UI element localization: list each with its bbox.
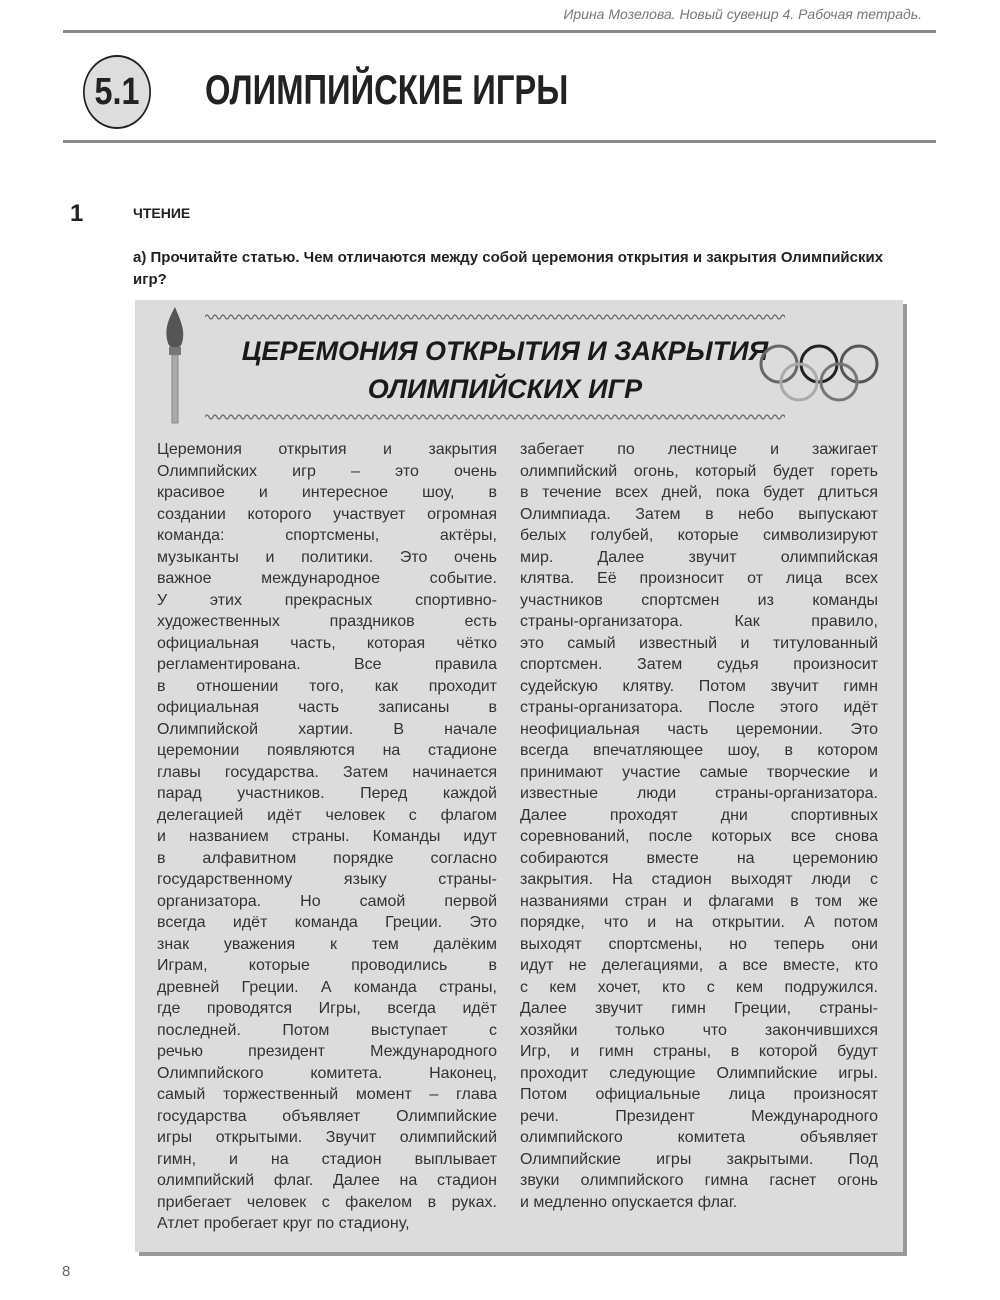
article-line: и медленно опускается флаг.	[520, 1193, 738, 1211]
article-line: где проводятся Игры, всегда идёт	[157, 1000, 497, 1017]
exercise-number: 1	[70, 200, 84, 227]
article-line: речи. Президент Международного	[520, 1107, 878, 1125]
article-line: регламентирована. Все правила	[157, 656, 497, 673]
article-line: команда: спортсмены, актёры,	[157, 527, 497, 544]
article-line: Олимпийского комитета. Наконец,	[157, 1064, 497, 1082]
article-line: выходят спортсмены, но теперь они	[520, 935, 878, 953]
unit-title: ОЛИМПИЙСКИЕ ИГРЫ	[205, 66, 569, 113]
wave-divider-top	[205, 312, 785, 322]
olympic-rings-icon	[757, 342, 885, 404]
article-line: прибегает человек с факелом в руках.	[157, 1193, 497, 1211]
article-line: в отношении того, как проходит	[157, 677, 497, 695]
article-line: олимпийский флаг. Далее на стадион	[157, 1172, 497, 1189]
article-line: спортсмен. Затем судья произносит	[520, 656, 878, 673]
article-line: красивое и интересное шоу, в	[157, 484, 497, 501]
article-line: клятва. Её произносит от лица всех	[520, 570, 878, 587]
article-line: белых голубей, которые символизируют	[520, 527, 878, 544]
article-line: неофициальная часть церемонии. Это	[520, 720, 878, 738]
article-line: и названием страны. Команды идут	[157, 828, 497, 845]
running-header: Ирина Мозелова. Новый сувенир 4. Рабочая тетрадь.	[563, 6, 922, 22]
exercise-section: ЧТЕНИЕ	[133, 205, 191, 221]
article-line: в течение всех дней, пока будет длиться	[520, 484, 878, 501]
article-line: церемонии появляются на стадионе	[157, 742, 497, 759]
article-line: это самый известный и титулованный	[520, 634, 878, 652]
title-rule	[63, 140, 936, 143]
article-line: главы государства. Затем начинается	[157, 763, 497, 781]
article-line: У этих прекрасных спортивно-	[157, 591, 497, 609]
exercise-task: а) Прочитайте статью. Чем отличаются между собой церемония открытия и закрытия Олимпийских игр?	[133, 249, 884, 288]
article-box	[135, 300, 903, 1252]
page-number: 8	[62, 1263, 71, 1280]
wave-divider-bottom	[205, 412, 785, 422]
article-line: проходит следующие Олимпийские игры.	[520, 1064, 878, 1082]
top-rule	[63, 30, 936, 33]
article-line: создании которого участвует огромная	[157, 505, 497, 523]
article-line: последней. Потом выступает с	[157, 1021, 497, 1039]
article-line: названиями стран и флагами в том же	[520, 892, 878, 910]
article-line: с кем хочет, кто с кем подружился.	[520, 978, 878, 996]
article-line: Игр, и гимн страны, в которой будут	[520, 1043, 878, 1060]
article-line: страны-организатора. После этого идёт	[520, 699, 878, 716]
article-line: олимпийский огонь, который будет гореть	[520, 462, 878, 480]
article-line: закрытия. На стадион выходят люди с	[520, 871, 878, 888]
article-line: соревнований, после которых все снова	[520, 828, 878, 845]
article-line: организатора. Но самой первой	[157, 892, 497, 910]
article-line: Олимпиада. Затем в небо выпускают	[520, 505, 878, 523]
article-line: гимн, и на стадион выплывает	[157, 1150, 497, 1168]
article-line: художественных праздников есть	[157, 613, 497, 630]
article-line: Играм, которые проводились в	[157, 957, 497, 974]
article-line: древней Греции. А команда страны,	[157, 978, 497, 996]
article-line: официальная часть, которая чётко	[157, 634, 497, 652]
article-line: государства объявляет Олимпийские	[157, 1107, 497, 1125]
article-line: делегацией идёт человек с флагом	[157, 806, 497, 824]
article-line: Олимпийские игры закрытыми. Под	[520, 1150, 878, 1168]
article-line: хозяйки только что закончившихся	[520, 1021, 878, 1039]
article-line: всегда впечатляющее шоу, в котором	[520, 742, 878, 759]
article-line: официальная часть записаны в	[157, 699, 497, 716]
article-line: известные люди страны-организатора.	[520, 785, 878, 802]
article-line: Далее проходят дни спортивных	[520, 806, 878, 824]
article-title-line: ЦЕРЕМОНИЯ ОТКРЫТИЯ И ЗАКРЫТИЯ	[241, 336, 769, 366]
article-line: Олимпийской хартии. В начале	[157, 720, 497, 738]
article-line: игры открытыми. Звучит олимпийский	[157, 1129, 497, 1146]
unit-number-badge: 5.1	[83, 55, 151, 129]
article-line: всегда идёт команда Греции. Это	[157, 914, 497, 931]
article-line: государственному языку страны-	[157, 871, 497, 888]
article-right-column	[520, 439, 878, 1213]
article-line: участников спортсмен из команды	[520, 591, 878, 609]
article-line: Олимпийских игр – это очень	[157, 462, 497, 480]
article-line: забегает по лестнице и зажигает	[520, 441, 878, 458]
article-line: музыканты и политики. Это очень	[157, 548, 497, 566]
article-line: Церемония открытия и закрытия	[157, 441, 497, 458]
article-line: парад участников. Перед каждой	[157, 785, 497, 802]
article-line: принимают участие самые творческие и	[520, 763, 878, 781]
article-line: олимпийского комитета объявляет	[520, 1129, 878, 1146]
article-line: речью президент Международного	[157, 1043, 497, 1060]
article-line: судейскую клятву. Потом звучит гимн	[520, 677, 878, 695]
article-line: звуки олимпийского гимна гаснет огонь	[520, 1172, 878, 1189]
article-line: важное международное событие.	[157, 570, 497, 587]
article-line: мир. Далее звучит олимпийская	[520, 548, 878, 566]
article-line: знак уважения к тем далёким	[157, 935, 497, 953]
article-line: порядке, что и на открытии. А потом	[520, 914, 878, 931]
article-line: Далее звучит гимн Греции, страны-	[520, 1000, 878, 1017]
article-line: в алфавитном порядке согласно	[157, 849, 497, 867]
article-title-line: ОЛИМПИЙСКИХ ИГР	[367, 374, 643, 404]
article-line: собираются вместе на церемонию	[520, 849, 878, 867]
article-line: страны-организатора. Как правило,	[520, 613, 878, 630]
article-left-column	[157, 439, 497, 1235]
article-line: самый торжественный момент – глава	[157, 1086, 497, 1103]
article-line: идут не делегациями, а все вместе, кто	[520, 957, 878, 974]
article-line: Потом официальные лица произносят	[520, 1086, 878, 1103]
article-line: Атлет пробегает круг по стадиону,	[157, 1215, 410, 1232]
